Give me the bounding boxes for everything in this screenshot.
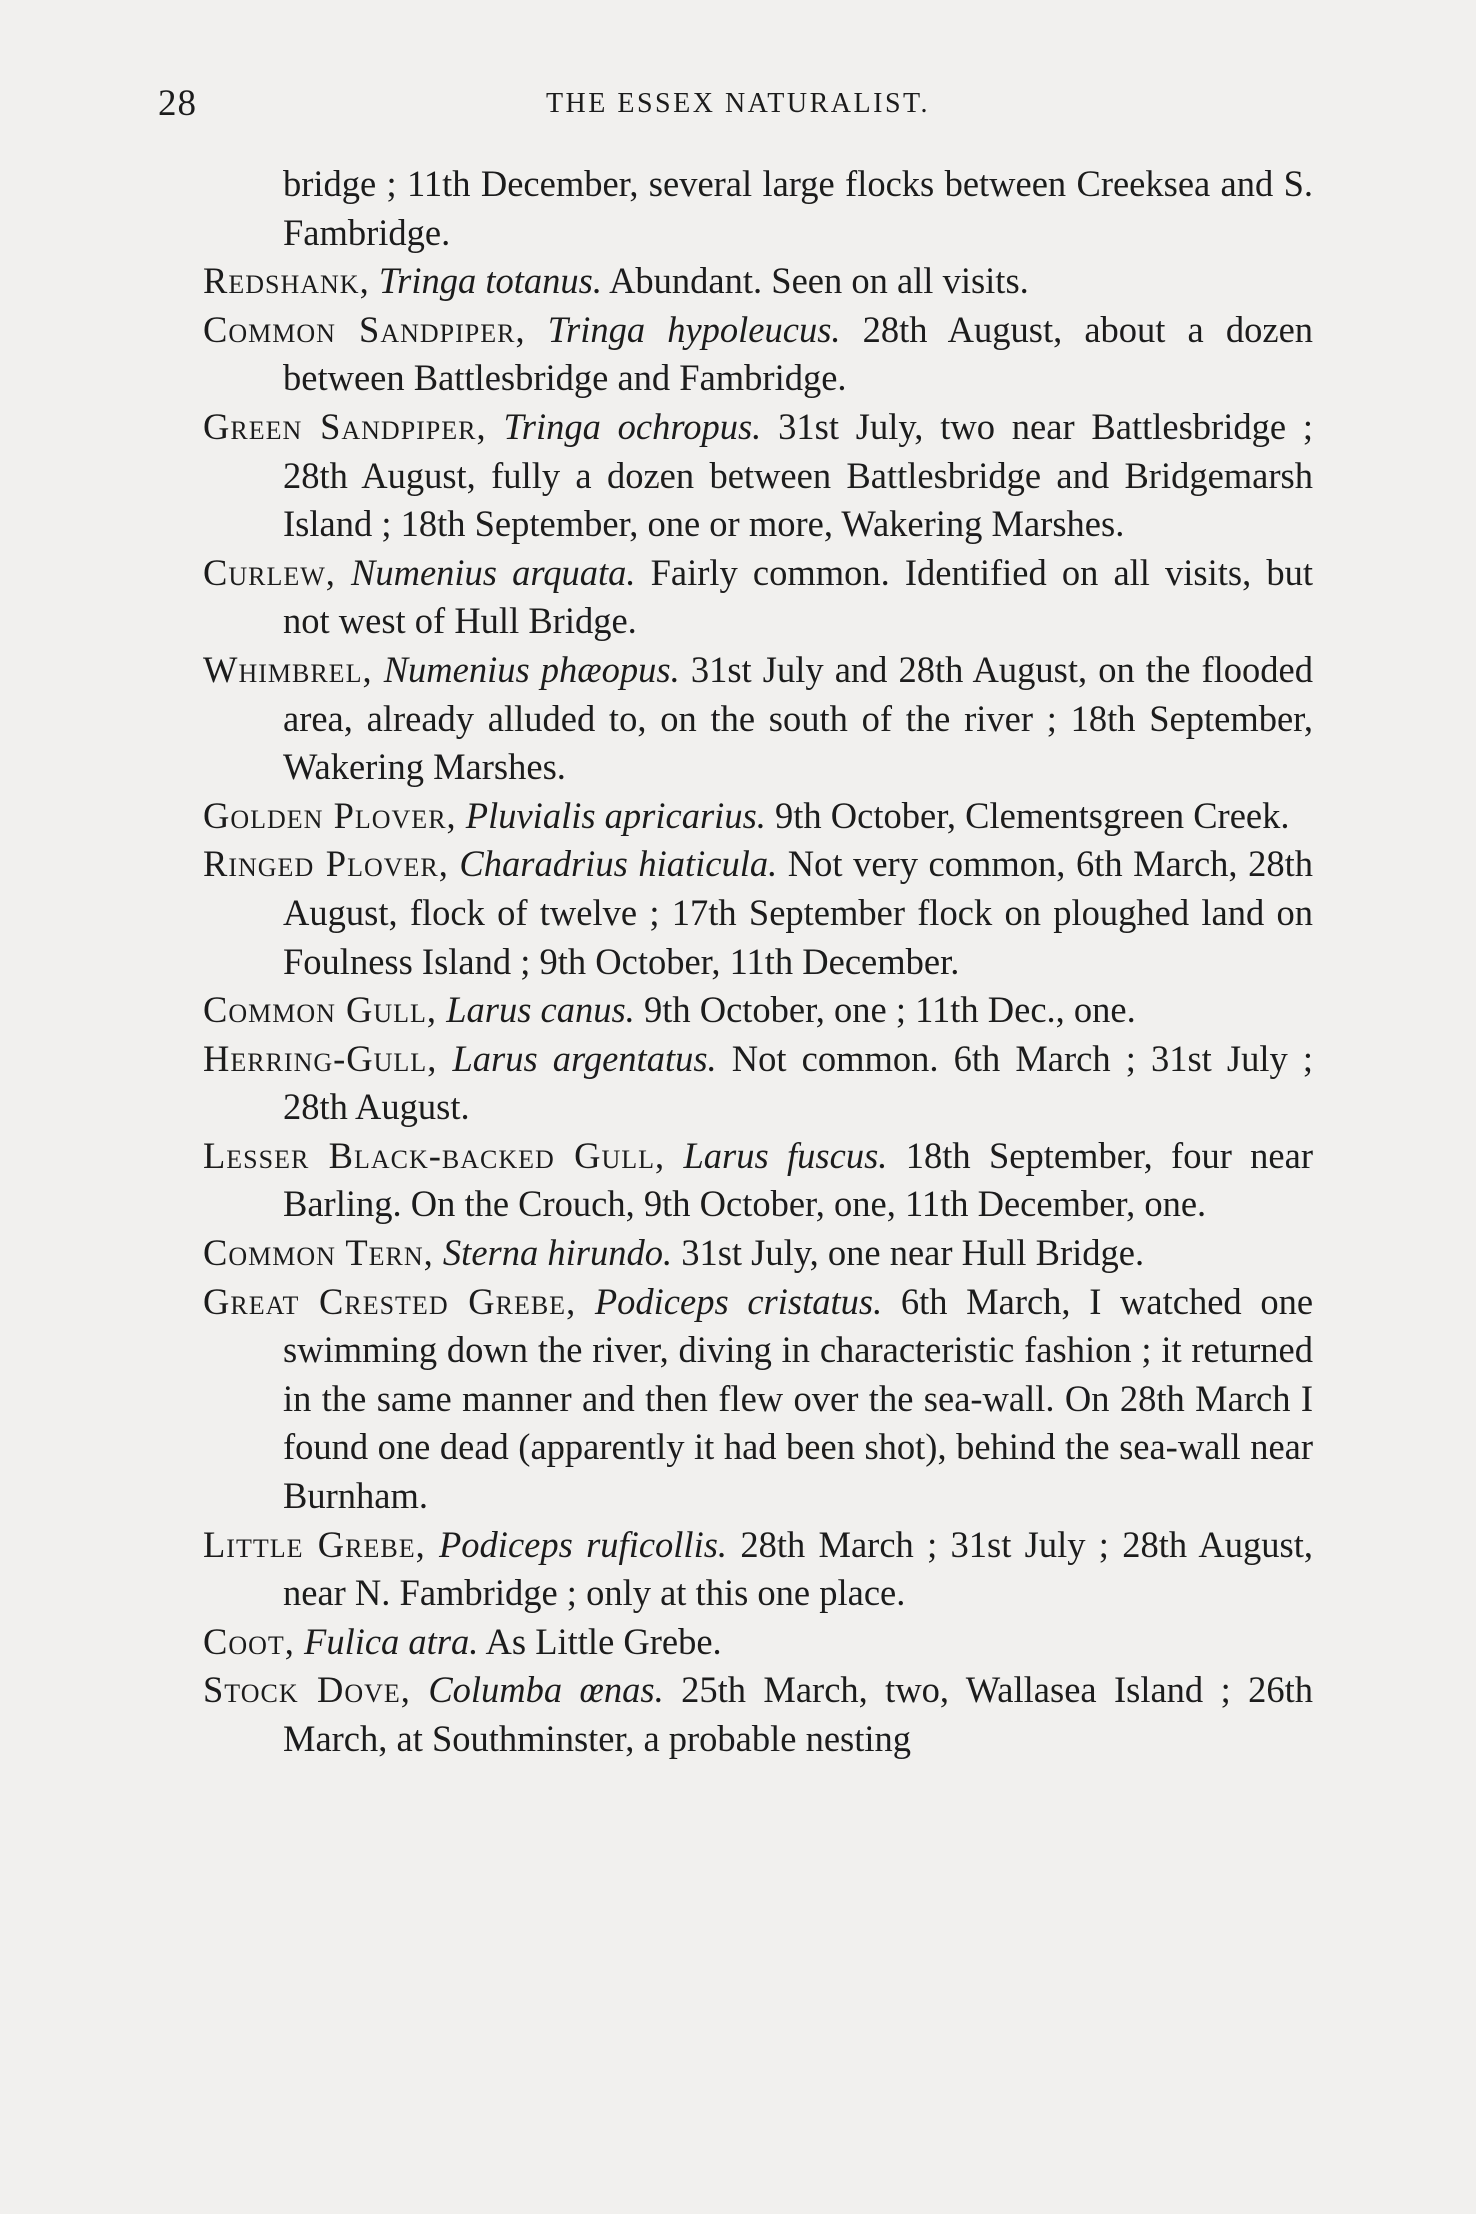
species-entry bbox=[203, 257, 1313, 306]
page-number: 28 bbox=[158, 83, 197, 124]
species-latin-name: Tringa totanus. bbox=[378, 260, 602, 302]
species-entry bbox=[203, 1035, 1313, 1132]
species-list bbox=[203, 160, 1313, 1764]
species-latin-name: Fulica atra. bbox=[304, 1620, 479, 1662]
species-latin-name: Charadrius hiaticula. bbox=[459, 843, 778, 885]
species-latin-name: Numenius phæopus. bbox=[383, 648, 680, 690]
species-latin-name: Larus argentatus. bbox=[452, 1037, 717, 1079]
species-notes: 25th March, two, Wallasea Island ; 26th March, at Southminster, a probable nesting bbox=[283, 1669, 1313, 1759]
species-notes: 31st July and 28th August, on the flooded area, already alluded to, on the south of the river ; 18th September, Wakering Marshes. bbox=[283, 648, 1313, 788]
species-latin-name: Tringa ochropus. bbox=[503, 405, 762, 447]
species-entry bbox=[203, 1278, 1313, 1521]
species-entry bbox=[203, 1666, 1313, 1763]
species-entry bbox=[203, 986, 1313, 1035]
species-notes: 28th March ; 31st July ; 28th August, near N. Fambridge ; only at this one place. bbox=[283, 1523, 1313, 1614]
species-common-name: Ringed Plover, bbox=[203, 843, 449, 885]
species-notes: 28th August, about a dozen between Battlesbridge and Fambridge. bbox=[283, 308, 1314, 399]
species-latin-name: Podiceps ruficollis. bbox=[439, 1523, 728, 1565]
species-entry bbox=[203, 1229, 1313, 1278]
species-common-name: Common Sandpiper, bbox=[203, 308, 526, 350]
species-latin-name: Larus canus. bbox=[446, 989, 635, 1031]
species-entry bbox=[203, 306, 1313, 403]
species-entry bbox=[203, 549, 1313, 646]
species-common-name: Common Gull, bbox=[203, 989, 438, 1031]
species-latin-name: Larus fuscus. bbox=[683, 1134, 888, 1176]
species-notes: 9th October, Clementsgreen Creek. bbox=[765, 794, 1290, 836]
species-notes: 9th October, one ; 11th Dec., one. bbox=[634, 989, 1136, 1031]
species-entry bbox=[203, 792, 1313, 841]
species-common-name: Stock Dove, bbox=[203, 1669, 411, 1711]
species-notes: Not very common, 6th March, 28th August, flock of twelve ; 17th September flock on ploughed land on Foulness Island ; 9th October, 11th December. bbox=[283, 843, 1313, 982]
species-notes: 31st July, two near Battlesbridge ; 28th August, fully a dozen between Battlesbridge and Bridgemarsh Island ; 18th September, one or more, Wakering Marshes. bbox=[283, 405, 1314, 545]
species-latin-name: Podiceps cristatus. bbox=[594, 1280, 883, 1322]
running-head bbox=[0, 82, 1476, 132]
species-latin-name: Sterna hirundo. bbox=[442, 1232, 673, 1274]
species-entry bbox=[203, 1618, 1313, 1667]
species-common-name: Green Sandpiper, bbox=[203, 405, 487, 447]
species-latin-name: Pluvialis apricarius. bbox=[465, 794, 766, 836]
species-entry bbox=[203, 403, 1313, 549]
species-common-name: Little Grebe, bbox=[203, 1523, 426, 1565]
species-common-name: Great Crested Grebe, bbox=[203, 1280, 577, 1322]
species-common-name: Curlew, bbox=[203, 551, 336, 593]
species-notes: Fairly common. Identified on all visits, but not west of Hull Bridge. bbox=[283, 551, 1313, 642]
species-common-name: Whimbrel, bbox=[203, 648, 373, 690]
species-common-name: Lesser Black-backed Gull, bbox=[203, 1134, 666, 1176]
species-notes: Abundant. Seen on all visits. bbox=[601, 260, 1029, 302]
species-common-name: Redshank, bbox=[203, 260, 370, 302]
species-common-name: Common Tern, bbox=[203, 1232, 434, 1274]
species-notes: 31st July, one near Hull Bridge. bbox=[672, 1232, 1145, 1274]
species-entry bbox=[203, 840, 1313, 986]
species-notes: 6th March, I watched one swimming down the river, diving in characteristic fashion ; it returned in the same manner and then flew over the sea-wall. On 28th March I found one dead (apparently it had been shot), behind the sea-wall near Burnham. bbox=[283, 1280, 1314, 1517]
species-latin-name: Numenius arquata. bbox=[351, 551, 636, 593]
species-entry bbox=[203, 1132, 1313, 1229]
species-common-name: Herring-Gull, bbox=[203, 1037, 438, 1079]
species-entry bbox=[203, 646, 1313, 792]
species-latin-name: Columba œnas. bbox=[428, 1669, 664, 1711]
species-notes: 18th September, four near Barling. On the Crouch, 9th October, one, 11th December, one. bbox=[283, 1134, 1313, 1225]
species-latin-name: Tringa hypoleucus. bbox=[547, 308, 841, 350]
species-entry bbox=[203, 1521, 1313, 1618]
continued-paragraph: bridge ; 11th December, several large flocks between Creeksea and S. Fambridge. bbox=[283, 163, 1313, 253]
species-common-name: Coot, bbox=[203, 1620, 295, 1662]
species-common-name: Golden Plover, bbox=[203, 794, 457, 836]
species-notes: Not common. 6th March ; 31st July ; 28th August. bbox=[283, 1037, 1314, 1128]
species-notes: As Little Grebe. bbox=[478, 1620, 722, 1662]
running-title: THE ESSEX NATURALIST. bbox=[545, 88, 931, 119]
